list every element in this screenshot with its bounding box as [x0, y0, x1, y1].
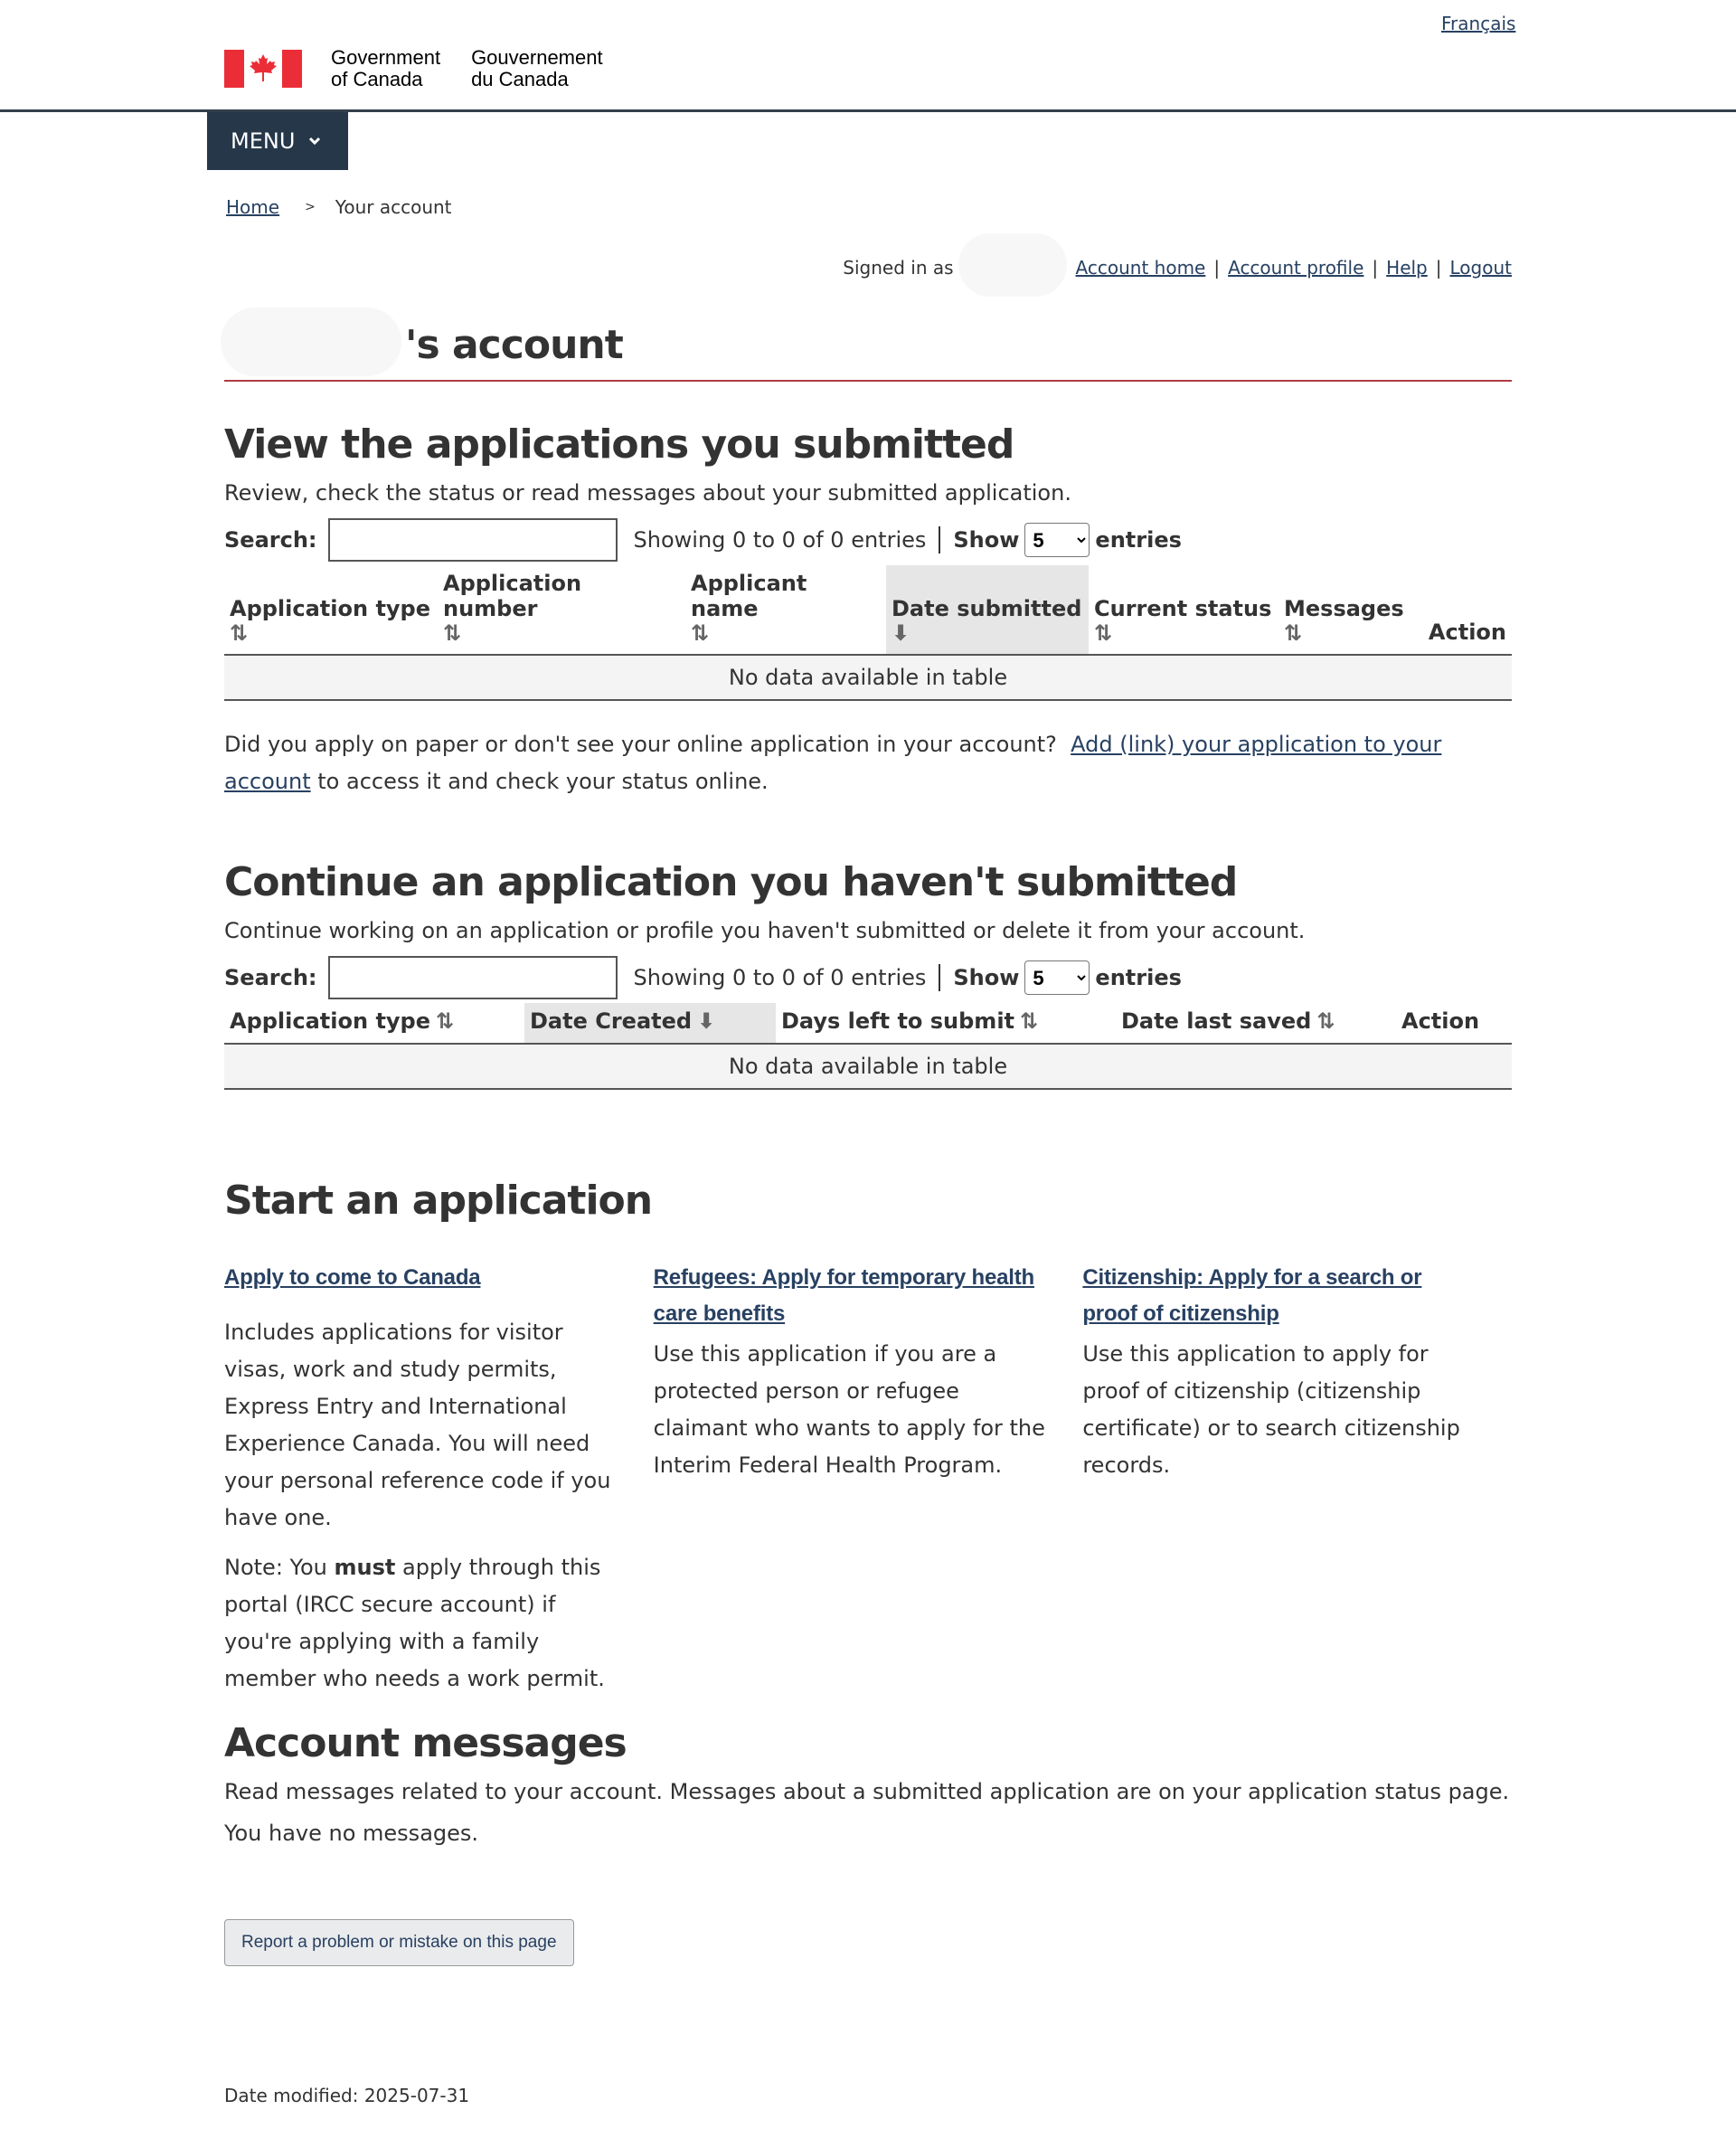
option-citizenship [1082, 1260, 1512, 1698]
add-application-link[interactable]: Add (link) your application to your account [224, 732, 1442, 794]
table-row-empty [224, 655, 1512, 700]
brand-text-en: Government of Canada [331, 46, 441, 90]
start-application-section [224, 1178, 1512, 1698]
account-home-link[interactable]: Account home [1075, 257, 1206, 279]
sort-descending-icon: ⬇ [697, 1008, 716, 1034]
column-application-number[interactable]: Application number ⇅ [438, 565, 685, 655]
unsubmitted-applications-section [224, 859, 1512, 1090]
separator: | [1435, 257, 1442, 279]
separator: | [1213, 257, 1221, 279]
account-profile-link[interactable]: Account profile [1228, 257, 1364, 279]
entries-label: entries [1095, 527, 1182, 553]
sort-both-icon: ⇅ [443, 620, 462, 646]
entries-label: entries [1095, 965, 1182, 990]
column-date-submitted[interactable]: Date submitted ⬇ [886, 565, 1089, 655]
divider [939, 964, 940, 991]
account-messages-section [224, 1720, 1512, 1846]
option-note: Note: You must apply through this portal (IRCC secure account) if you're applying with a family member who needs a work permit. [224, 1555, 605, 1691]
unsubmitted-search-input[interactable] [328, 956, 618, 999]
unsubmitted-heading: Continue an application you haven't submitted [224, 859, 1238, 905]
separator: | [1372, 257, 1379, 279]
submitted-applications-table [224, 565, 1512, 701]
start-heading: Start an application [224, 1178, 653, 1224]
sort-both-icon: ⇅ [1094, 620, 1113, 646]
sort-both-icon: ⇅ [691, 620, 710, 646]
column-days-left[interactable]: Days left to submit ⇅ [781, 1008, 1039, 1034]
column-application-type[interactable]: Application type ⇅ [230, 596, 431, 646]
table-row-empty [224, 1044, 1512, 1089]
sort-both-icon: ⇅ [230, 620, 249, 646]
submitted-search-input[interactable] [328, 518, 618, 562]
search-label: Search: [224, 965, 317, 990]
messages-empty: You have no messages. [224, 1821, 479, 1846]
column-date-created[interactable]: Date Created ⬇ [524, 1003, 776, 1044]
help-link[interactable]: Help [1386, 257, 1428, 279]
column-action: Action [1401, 1008, 1480, 1034]
column-date-last-saved[interactable]: Date last saved ⇅ [1121, 1008, 1335, 1034]
search-label: Search: [224, 527, 317, 553]
signed-in-label: Signed in as [843, 257, 954, 279]
option-apply-to-canada [224, 1260, 654, 1698]
show-label: Show [953, 527, 1020, 553]
option-refugee-health [654, 1260, 1083, 1698]
sort-descending-icon: ⬇ [892, 620, 910, 646]
show-label: Show [953, 965, 1020, 990]
sort-both-icon: ⇅ [1316, 1008, 1335, 1034]
entries-info: Showing 0 to 0 of 0 entries [633, 527, 927, 553]
language-toggle-link[interactable]: Français [1441, 13, 1516, 34]
submitted-page-size-select[interactable] [1024, 523, 1090, 557]
menu-button[interactable]: MENU [207, 112, 348, 170]
unsubmitted-table-toolbar [224, 956, 1512, 999]
breadcrumb-home-link[interactable]: Home [226, 196, 280, 218]
column-current-status[interactable]: Current status ⇅ [1094, 596, 1272, 646]
government-of-canada-signature[interactable] [224, 47, 603, 90]
sort-both-icon: ⇅ [1020, 1008, 1039, 1034]
page-title: 's account [405, 322, 623, 368]
application-options [224, 1260, 1512, 1698]
messages-lead: Read messages related to your account. Messages about a submitted application are on your application status page. [224, 1779, 1510, 1804]
column-messages[interactable]: Messages ⇅ [1278, 565, 1421, 655]
brand-text-fr: Gouvernement du Canada [471, 46, 603, 90]
column-application-type[interactable]: Application type ⇅ [230, 1008, 455, 1034]
unsubmitted-lead: Continue working on an application or profile you haven't submitted or delete it from your account. [224, 918, 1306, 943]
empty-table-message: No data available in table [224, 1044, 1512, 1089]
unsubmitted-page-size-select[interactable] [1024, 960, 1090, 995]
empty-table-message: No data available in table [224, 655, 1512, 700]
option-description: Includes applications for visitor visas, work and study permits, Express Entry and International Experience Canada. You will need your personal reference code if you have one. [224, 1320, 611, 1530]
entries-info: Showing 0 to 0 of 0 entries [633, 965, 927, 990]
option-description: Use this application if you are a protected person or refugee claimant who wants to apply for the Interim Federal Health Program. [653, 1341, 1045, 1478]
messages-heading: Account messages [224, 1720, 627, 1766]
date-modified: Date modified: 2025-07-31 [224, 2085, 470, 2106]
canada-flag-icon [224, 50, 302, 88]
submitted-table-toolbar [224, 518, 1512, 562]
column-applicant-name[interactable]: Applicant name ⇅ [685, 565, 886, 655]
apply-to-come-to-canada-link[interactable]: Apply to come to Canada [224, 1265, 481, 1290]
breadcrumb-separator: > [305, 200, 316, 214]
redacted-account-name [221, 308, 401, 376]
column-action: Action [1428, 620, 1506, 645]
citizenship-proof-link[interactable]: Citizenship: Apply for a search or proof of citizenship [1082, 1265, 1422, 1326]
breadcrumb-current: Your account [335, 196, 452, 218]
title-underline [224, 380, 1512, 382]
submitted-applications-section [224, 421, 1512, 800]
maple-leaf-icon [249, 53, 278, 84]
link-application-note: Did you apply on paper or don't see your online application in your account? Add (link) your application to your account to access it and check your status online. [224, 732, 1442, 794]
report-problem-area [224, 1919, 574, 1966]
sort-both-icon: ⇅ [1284, 620, 1303, 646]
refugees-health-benefits-link[interactable]: Refugees: Apply for temporary health care benefits [653, 1265, 1034, 1326]
divider [939, 526, 940, 554]
breadcrumb [226, 196, 452, 218]
report-problem-button[interactable]: Report a problem or mistake on this page [224, 1919, 574, 1966]
unsubmitted-applications-table [224, 1003, 1512, 1090]
logout-link[interactable]: Logout [1449, 257, 1512, 279]
account-menu-bar [843, 257, 1512, 279]
submitted-heading: View the applications you submitted [224, 421, 1014, 468]
option-description: Use this application to apply for proof of citizenship (citizenship certificate) or to search citizenship records. [1082, 1341, 1460, 1478]
chevron-down-icon [309, 136, 320, 147]
submitted-lead: Review, check the status or read messages about your submitted application. [224, 480, 1071, 506]
sort-both-icon: ⇅ [436, 1008, 455, 1034]
